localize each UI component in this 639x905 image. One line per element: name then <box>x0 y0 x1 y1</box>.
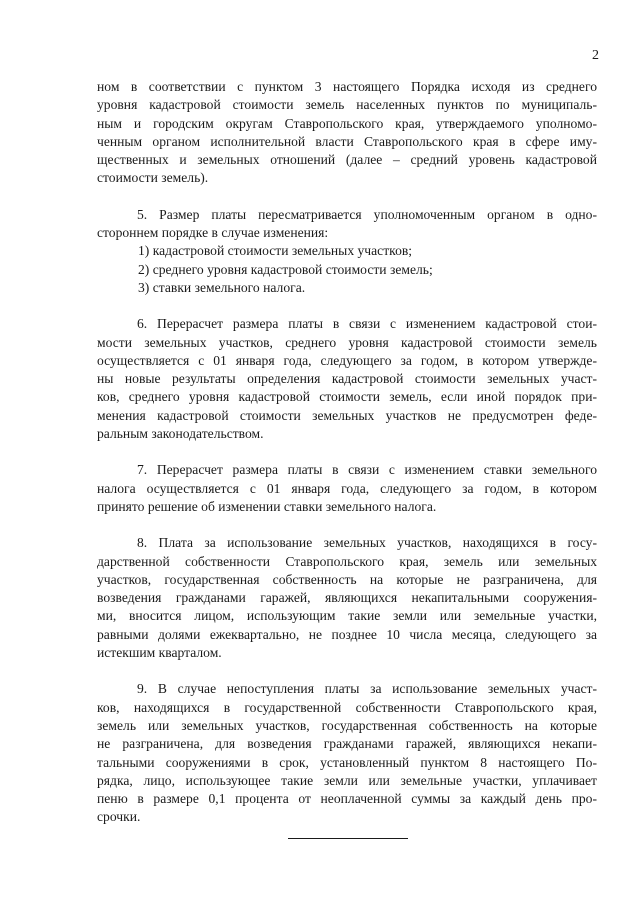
text-line: мости земельных участков, среднего уровня кадастровой стоимости земель <box>97 334 597 350</box>
text-line: ном в соответствии с пунктом 3 настоящего Порядка исходя из среднего <box>97 79 597 94</box>
text-line: ны новые результаты определения кадастровой стоимости земельных участ- <box>97 371 597 387</box>
text-line: возведения гражданами гаражей, являющихся некапитальными сооружения- <box>97 590 597 606</box>
text-line: ков, среднего уровня кадастровой стоимости земель, если иной порядок при- <box>97 389 597 405</box>
text-line: 6. Перерасчет размера платы в связи с изменением кадастровой стои- <box>137 316 597 332</box>
text-line: ков, находящихся в государственной собственности Ставропольского края, <box>97 699 597 715</box>
text-line: 8. Плата за использование земельных участков, находящихся в госу- <box>137 535 597 551</box>
text-line: уровня кадастровой стоимости земель населенных пунктов по муниципаль- <box>97 97 597 113</box>
text-line: истекшим кварталом. <box>97 645 222 661</box>
text-line: рядка, лицо, использующее такие земли или земельные участки, уплачивает <box>97 772 597 788</box>
text-line: пеню в размере 0,1 процента от неоплаченной суммы за каждый день про- <box>97 791 597 807</box>
text-line: 7. Перерасчет размера платы в связи с изменением ставки земельного <box>137 462 597 478</box>
document-body <box>97 78 597 827</box>
text-line: принято решение об изменении ставки земельного налога. <box>97 498 437 514</box>
text-line: равными долями ежеквартально, не позднее 10 числа месяца, следующего за <box>97 626 597 642</box>
list-item: 3) ставки земельного налога. <box>138 279 306 295</box>
text-line: земель или земельных участков, государственная собственность на которые <box>97 717 597 733</box>
paragraph-7 <box>97 461 597 516</box>
paragraph-5 <box>97 206 597 297</box>
paragraph-continuation <box>97 78 597 188</box>
list-item: 1) кадастровой стоимости земельных участков; <box>138 243 413 259</box>
text-line: 9. В случае непоступления платы за использование земельных участ- <box>137 681 597 697</box>
text-line: не разграничена, для возведения гражданами гаражей, являющихся некапи- <box>97 736 597 752</box>
text-line: ми, вносится лицом, использующим такие земли или земельные участки, <box>97 608 597 624</box>
text-line: стоимости земель). <box>97 170 209 186</box>
text-line: дарственной собственности Ставропольского края, земель или земельных <box>97 553 597 569</box>
text-line: участков, государственная собственность на которые не разграничена, для <box>97 571 597 587</box>
text-line: налога осуществляется с 01 января года, следующего за годом, в котором <box>97 480 597 496</box>
text-line: тальными сооружениями в срок, установленный пунктом 8 настоящего По- <box>97 754 597 770</box>
text-line: ченным органом исполнительной власти Ставропольского края в сфере иму- <box>97 133 597 149</box>
text-line: ным и городским округам Ставропольского края, утверждаемого уполномо- <box>97 115 597 131</box>
text-line: осуществляется с 01 января года, следующего за годом, в котором утвержде- <box>97 352 597 368</box>
paragraph-9 <box>97 680 597 826</box>
list-item: 2) среднего уровня кадастровой стоимости земель; <box>138 261 433 277</box>
text-line: 5. Размер платы пересматривается уполномоченным органом в одно- <box>137 206 597 222</box>
text-line: ральным законодательством. <box>97 426 264 442</box>
paragraph-6 <box>97 315 597 443</box>
text-line: срочки. <box>97 809 141 825</box>
page-number: 2 <box>592 48 599 63</box>
text-line: стороннем порядке в случае изменения: <box>97 225 329 241</box>
text-line: менения кадастровой стоимости земельных участков не предусмотрен феде- <box>97 407 597 423</box>
paragraph-8 <box>97 534 597 662</box>
end-divider-line <box>288 838 408 839</box>
text-line: щественных и земельных отношений (далее – средний уровень кадастровой <box>97 152 597 168</box>
